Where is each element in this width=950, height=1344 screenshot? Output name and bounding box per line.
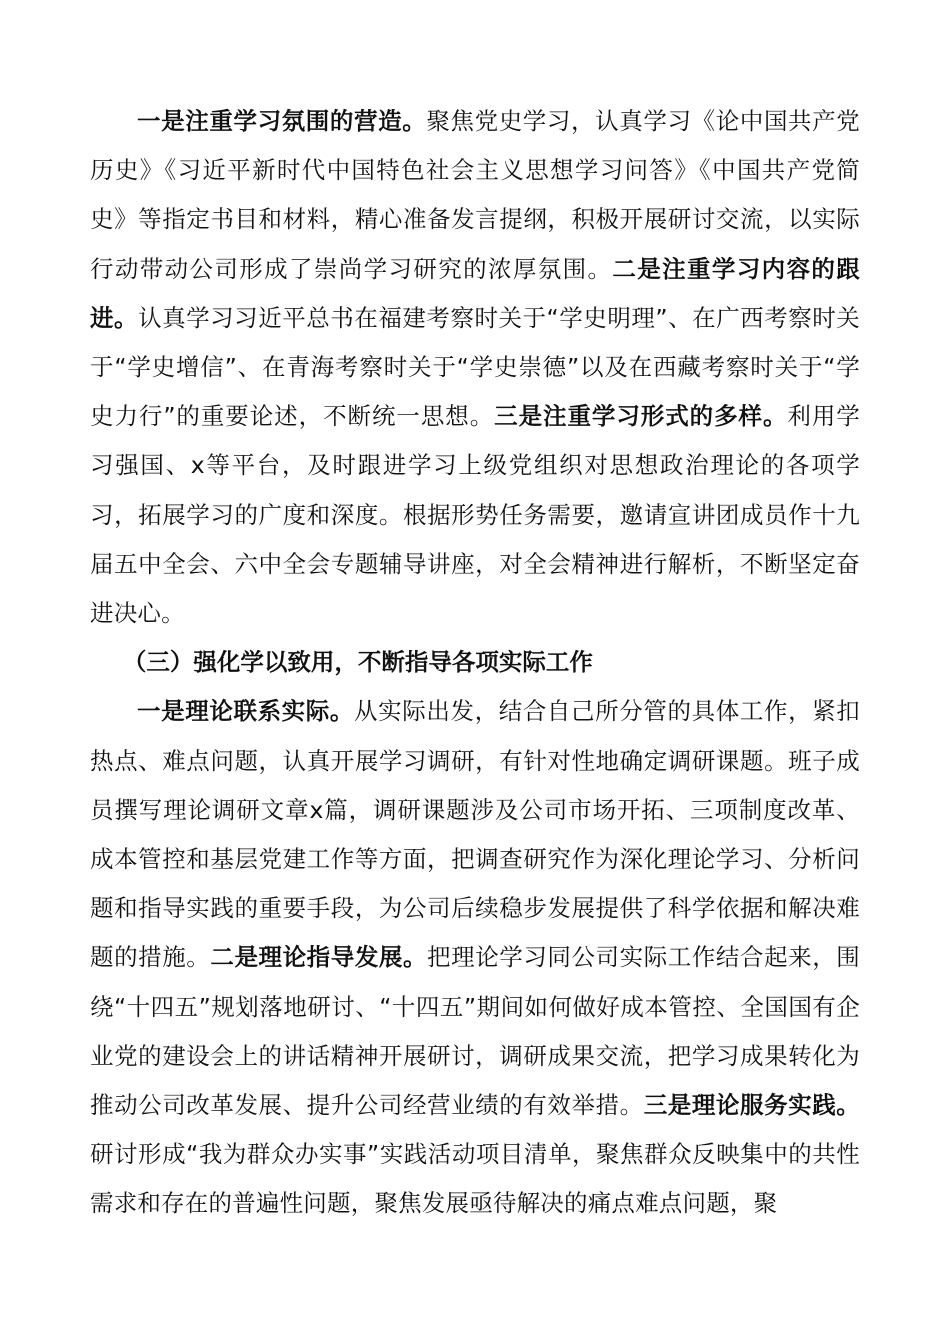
bold-lead-3: 三是注重学习形式的多样。 [494, 402, 788, 431]
body-text-6: 研讨形成“我为群众办实事”实践活动项目清单，聚焦群众反映集中的共性需求和存在的普遍性问题，聚焦发展亟待解决的痛点难点问题，聚 [90, 1140, 860, 1218]
bold-lead-2: 二是注重学习内容的跟进。 [90, 254, 861, 332]
bold-lead-6: 三是理论服务实践。 [643, 1091, 860, 1120]
paragraph-theory-practice [90, 687, 860, 1228]
body-text-4: 从实际出发，结合自己所分管的具体工作，紧扣热点、难点问题，认真开展学习调研，有针对性地确定调研课题。班子成员撰写理论调研文章x篇，调研课题涉及公司市场开拓、三项制度改革、成本管控和基层党建工作等方面，把调查研究作为深化理论学习、分析问题和指导实践的重要手段，为公司后续稳步发展提供了科学依据和解决难题的措施。 [90, 697, 860, 972]
bold-lead-4: 一是理论联系实际。 [137, 697, 355, 726]
bold-lead-5: 二是理论指导发展。 [210, 943, 428, 972]
paragraph-study-measures [90, 97, 860, 638]
body-text-5: 把理论学习同公司实际工作结合起来，围绕“十四五”规划落地研讨、“十四五”期间如何做好成本管控、全国国有企业党的建设会上的讲话精神开展研讨，调研成果交流，把学习成果转化为推动公司改革发展、提升公司经营业绩的有效举措。 [90, 943, 860, 1120]
body-text-3: 利用学习强国、x等平台，及时跟进学习上级党组织对思想政治理论的各项学习，拓展学习的广度和深度。根据形势任务需要，邀请宣讲团成员作十九届五中全会、六中全会专题辅导讲座，对全会精神进行解析，不断坚定奋进决心。 [90, 402, 860, 628]
section-heading: （三）强化学以致用，不断指导各项实际工作 [122, 648, 593, 677]
bold-lead-1: 一是注重学习氛围的营造。 [137, 107, 427, 135]
document-body [90, 97, 860, 1229]
body-text-1: 聚焦党史学习，认真学习《论中国共产党历史》《习近平新时代中国特色社会主义思想学习问答》《中国共产党简史》等指定书目和材料，精心准备发言提纲，积极开展研讨交流，以实际行动带动公司形成了崇尚学习研究的浓厚氛围。 [90, 107, 860, 283]
body-text-2: 认真学习习近平总书在福建考察时关于“学史明理”、在广西考察时关于“学史增信”、在青海考察时关于“学史崇德”以及在西藏考察时关于“学史力行”的重要论述，不断统一思想。 [90, 303, 860, 431]
